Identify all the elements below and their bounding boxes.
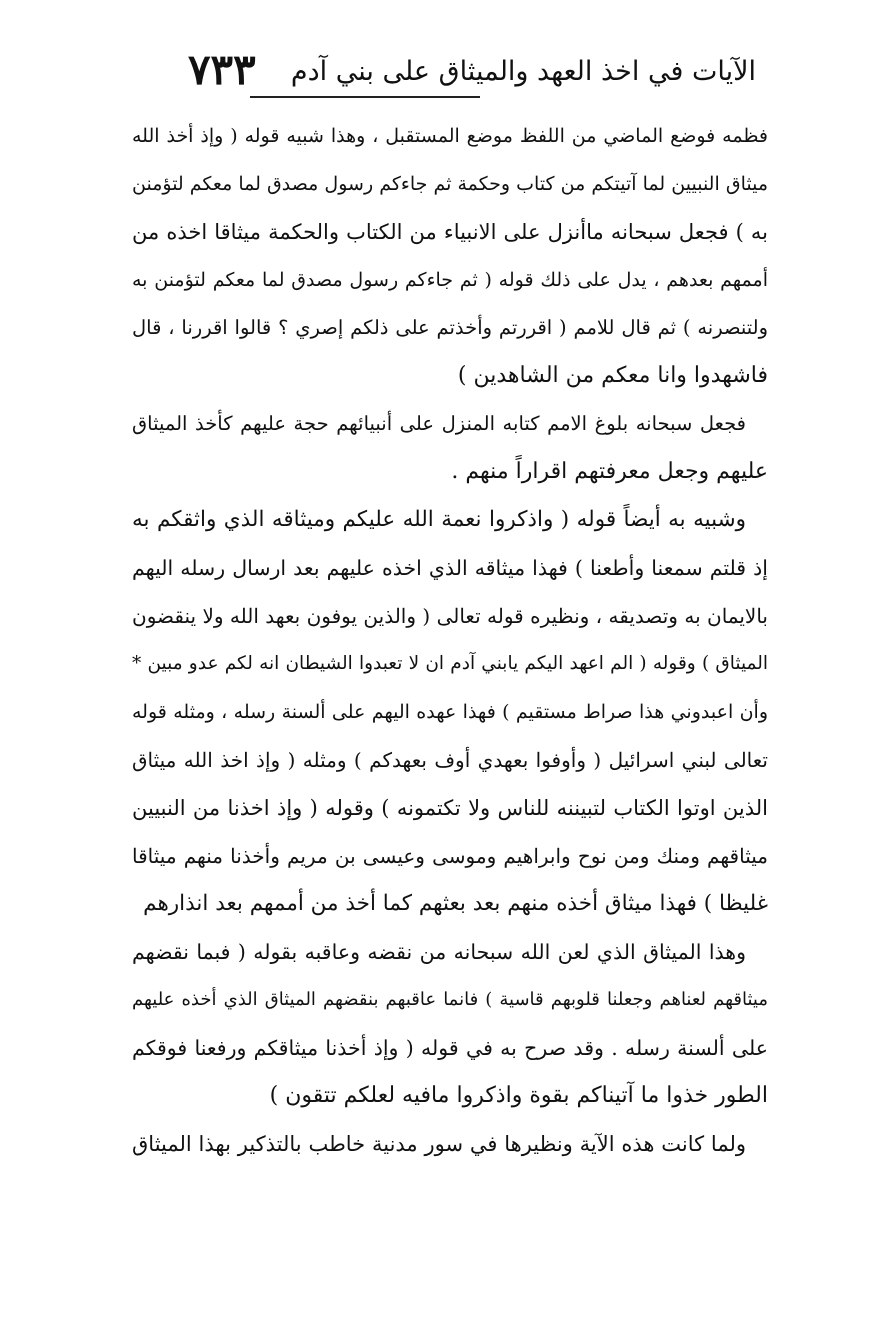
running-head: الآيات في اخذ العهد والميثاق على بني آدم — [290, 56, 756, 87]
text-line: ولما كانت هذه الآية ونظيرها في سور مدنية خاطب بالتذكير بهذا الميثاق — [132, 1132, 746, 1156]
text-line: تعالى لبني اسرائيل ( وأوفوا بعهدي أوف بعهدكم ) ومثله ( وإذ اخذ الله ميثاق — [132, 748, 768, 772]
text-line: الذين اوتوا الكتاب لتبيننه للناس ولا تكتمونه ) وقوله ( وإذ اخذنا من النبيين — [132, 796, 768, 820]
text-line: فجعل سبحانه بلوغ الامم كتابه المنزل على أنبيائهم حجة عليهم كأخذ الميثاق — [132, 412, 746, 435]
header-rule — [250, 96, 480, 98]
text-line: على ألسنة رسله . وقد صرح به في قوله ( وإذ أخذنا ميثاقكم ورفعنا فوقكم — [132, 1036, 768, 1060]
text-line: الميثاق ) وقوله ( الم اعهد اليكم يابني آدم ان لا تعبدوا الشيطان انه لكم عدو مبين * — [132, 653, 768, 674]
text-line: وأن اعبدوني هذا صراط مستقيم ) فهذا عهده اليهم على ألسنة رسله ، ومثله قوله — [132, 701, 768, 723]
page-header — [150, 44, 762, 100]
page-number: ٧٣٣ — [188, 45, 256, 94]
text-line: فاشهدوا وانا معكم من الشاهدين ) — [457, 363, 768, 388]
text-line: بالايمان به وتصديقه ، ونظيره قوله تعالى ( والذين يوفون بعهد الله ولا ينقضون — [132, 604, 768, 628]
text-line: ميثاقهم لعناهم وجعلنا قلوبهم قاسية ) فانما عاقبهم بنقضهم الميثاق الذي أخذه عليهم — [132, 989, 768, 1010]
text-line: وهذا الميثاق الذي لعن الله سبحانه من نقضه وعاقبه بقوله ( فبما نقضهم — [132, 940, 746, 964]
text-line: ميثاق النبيين لما آتيتكم من كتاب وحكمة ثم جاءكم رسول مصدق لما معكم لتؤمنن — [132, 173, 768, 195]
text-line: ولتنصرنه ) ثم قال للامم ( اقررتم وأخذتم على ذلكم إصري ؟ قالوا اقررنا ، قال — [132, 316, 768, 339]
text-line: فظمه فوضع الماضي من اللفظ موضع المستقبل ، وهذا شبيه قوله ( وإذ أخذ الله — [132, 125, 768, 147]
text-line: ميثاقهم ومنك ومن نوح وابراهيم وموسى وعيسى بن مريم وأخذنا منهم ميثاقا — [132, 844, 768, 868]
text-line: وشبيه به أيضاً قوله ( واذكروا نعمة الله عليكم وميثاقه الذي واثقكم به — [132, 507, 746, 532]
body-text — [132, 112, 768, 1168]
text-line: الطور خذوا ما آتيناكم بقوة واذكروا مافيه لعلكم تتقون ) — [269, 1083, 768, 1108]
text-line: غليظا ) فهذا ميثاق أخذه منهم بعد بعثهم كما أخذ من أممهم بعد انذارهم — [143, 891, 768, 916]
text-line: به ) فجعل سبحانه ماأنزل على الانبياء من الكتاب والحكمة ميثاقا اخذه من — [132, 220, 768, 244]
text-line: إذ قلتم سمعنا وأطعنا ) فهذا ميثاقه الذي اخذه عليهم بعد ارسال رسله اليهم — [132, 556, 768, 580]
text-line: عليهم وجعل معرفتهم اقراراً منهم . — [451, 459, 768, 484]
text-line: أممهم بعدهم ، يدل على ذلك قوله ( ثم جاءكم رسول مصدق لما معكم لتؤمنن به — [132, 269, 768, 291]
